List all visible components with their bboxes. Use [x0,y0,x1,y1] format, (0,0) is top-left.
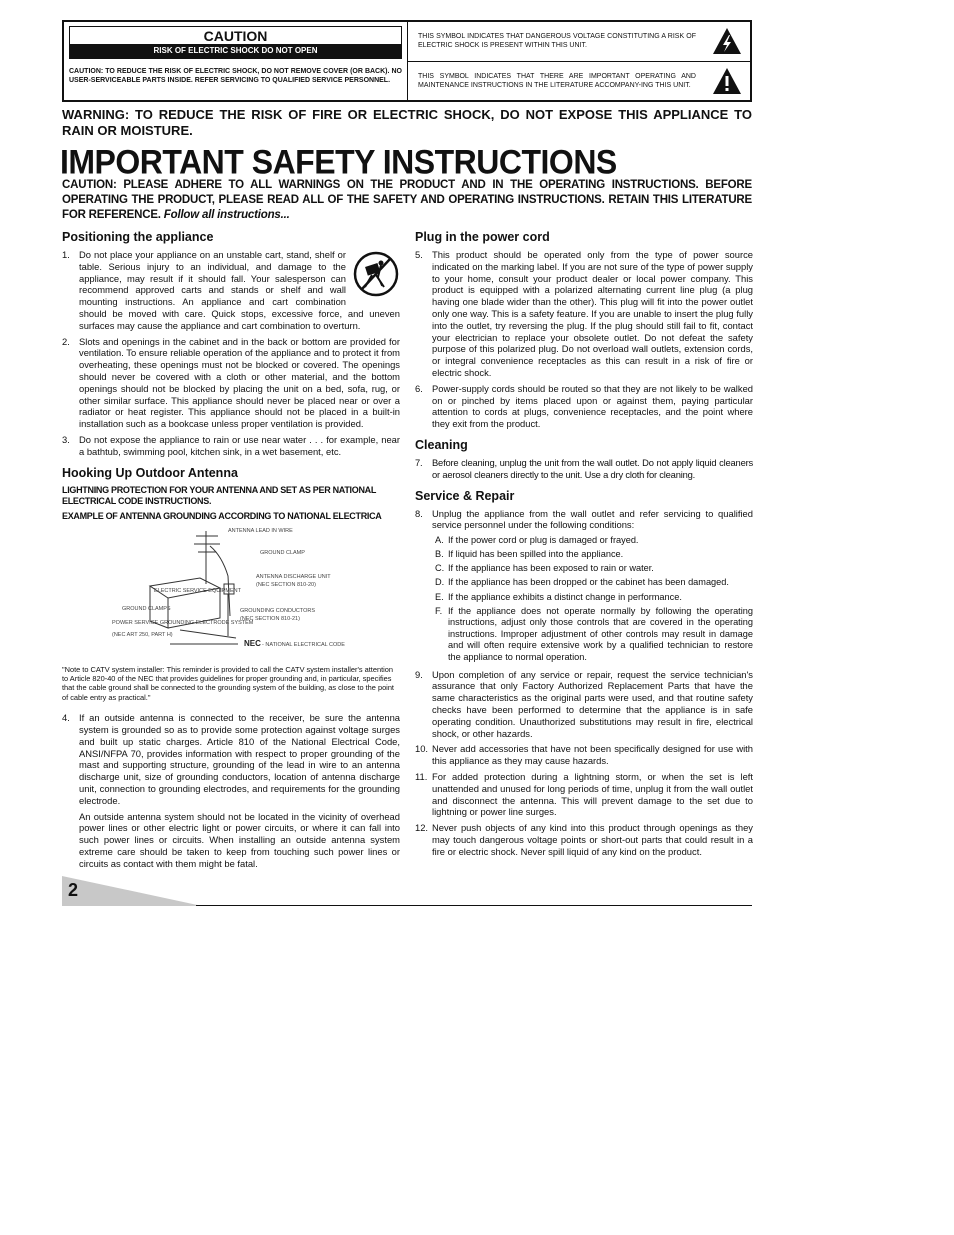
label-lead-in: ANTENNA LEAD IN WIRE [228,527,293,534]
instruction-symbol-row [408,61,750,101]
right-column [415,230,753,862]
cleaning-heading: Cleaning [415,437,468,452]
lightning-warning-icon [712,27,742,55]
item-text: This product should be operated only from the type of power source indicated on the marking label. If you are not sure of the type of power supply to your home, consult your product dealer or local power company. This product is equipped with a polarized alternating current line plug (a plug having one blade wider than the other). This plug will fit into the power outlet only one way. This is a safety feature. If you are unable to insert the plug fully into the outlet, try reversing the plug. If the plug should still fail to fit, contact your electrician to replace your obsolete outlet. Do not defeat the safety purpose of this polarized plug. Do not overload wall outlets, extension cords, or integral convenience receptacles as this can result in a risk of fire or electric shock. [432,249,753,378]
item-1-text: Do not place your appliance on an unstable cart, stand, shelf or table. Serious injury to an individual, and damage to the appliance, may result if it should fall. Your salesperson can recommend approved carts and stands or shelf and wall mounting instructions. An appliance and cart combination should be moved with care. Quick stops, excessive force, and uneven surfaces may cause the appliance and cart combination to overturn. [79,249,400,331]
service-heading: Service & Repair [415,488,515,503]
list-item [415,743,753,767]
item-number: 3. [62,433,70,445]
label-discharge-section: (NEC SECTION 810-20) [256,581,316,588]
page-number: 2 [68,880,79,900]
sub-item-text: If liquid has been spilled into the appliance. [448,549,624,560]
plug-heading: Plug in the power cord [415,230,550,244]
sub-item-text: If the appliance has been exposed to rain or water. [448,563,654,574]
item-text: Do not expose the appliance to rain or use near water . . . for example, near a bathtub, swimming pool, kitchen sink, in a wet basement, etc. [79,433,400,457]
list-item [415,457,753,481]
item-text: If an outside antenna is connected to the receiver, be sure the antenna system is grounded so as to provide some protection against voltage surges and built up static charges. Article 810 of the National Electrical Code, ANSI/NFPA 70, provides information with respect to proper grounding of the mast and supporting structure, grounding of the lead in wire to an antenna discharge unit, size of grounding conductors, location of antenna discharge unit, connection to grounding electrodes, and requirements for the grounding electrode. [79,712,400,806]
sub-item-letter: A. [435,535,444,546]
caution-subtitle: RISK OF ELECTRIC SHOCK DO NOT OPEN [70,44,401,58]
cart-tipover-icon [352,251,400,297]
exclamation-warning-icon [712,67,742,95]
item-text: Slots and openings in the cabinet and in the back or bottom are provided for ventilation. To ensure reliable operation of the appliance and to protect it from overheating, these openings must not be blocked or covered. The openings should never be covered with a cloth or other material, and the bottom openings should not be blocked by placing the unit on a bed, sofa, rug, or other similar surface. This appliance should never be placed near or over a radiator or heat register. This appliance should not be placed in a built-in installation such as a bookcase unless proper ventilation is provided. [79,335,400,430]
item-text [79,249,400,332]
moisture-warning: WARNING: TO REDUCE THE RISK OF FIRE OR ELECTRIC SHOCK, DO NOT EXPOSE THIS APPLIANCE TO RAIN OR MOISTURE. [62,107,752,138]
antenna-heading: Hooking Up Outdoor Antenna [62,465,238,480]
item-number: 10. [415,743,429,755]
label-grounding-conductors: GROUNDING CONDUCTORS [240,607,316,614]
item-text: Upon completion of any service or repair, request the service technician's assurance that only Factory Authorized Replacement Parts that have the same characteristics as the original parts were used, and that routine safety checks have been performed to determine that the appliance is in safe operating condition. Unauthorized substitutions may result in fire, electrical shock, or other hazards. [432,668,753,739]
sub-item-letter: D. [435,577,445,588]
sub-item [415,592,753,604]
left-column [62,230,400,874]
antenna-grounding-diagram [110,526,390,654]
item-4-continued: An outside antenna system should not be located in the vicinity of overhead power lines or other electric light or power circuits, or where it can fall into such power lines or circuits. When installing an outside antenna system extreme care should be taken to keep from touching such power lines or circuits as contact with them might be fatal. [79,810,400,869]
list-item [62,434,400,458]
item-text: Power-supply cords should be routed so that they are not likely to be walked on or pinched by items placed upon or against them, paying particular attention to cords at plugs, convenience receptacles, and the point where they exit from the product. [432,382,753,430]
item-number: 11. [415,770,428,782]
caution-header [69,26,402,59]
item-number: 8. [415,507,423,519]
voltage-symbol-row [408,22,750,61]
item-text: Unplug the appliance from the wall outlet and refer servicing to qualified service personnel under the following conditions: [432,507,753,531]
sub-item-text: If the appliance has been dropped or the cabinet has been damaged. [448,577,729,588]
list-item [415,508,753,532]
label-power-section: (NEC ART 250, PART H) [112,631,173,638]
label-conductors-section: (NEC SECTION 810-21) [240,615,300,622]
catv-note: "Note to CATV system installer: This reminder is provided to call the CATV system installer's attention to Article 820-40 of the NEC that provides guidelines for proper grounding and, in particular, specifies that the cable ground shall be connected to the grounding system of the building, as close to the point of cable entry as practical." [62,664,394,702]
caution-text: CAUTION: TO REDUCE THE RISK OF ELECTRIC SHOCK, DO NOT REMOVE COVER (OR BACK). NO USER-SERVICEABLE PARTS INSIDE. REFER SERVICING TO QUALIFIED SERVICE PERSONNEL. [69,68,402,84]
follow-instructions: Follow all instructions... [163,209,290,221]
sub-item [415,563,753,575]
label-power-grounding: POWER SERVICE GROUNDING ELECTRODE SYSTEM [112,619,254,626]
list-item [62,249,400,332]
page-title: IMPORTANT SAFETY INSTRUCTIONS [60,142,617,181]
item-number: 12. [415,822,429,834]
label-nec: NEC [244,638,261,648]
caution-panel [64,22,408,100]
label-nec-full: - NATIONAL ELECTRICAL CODE [262,641,345,648]
sub-item [415,577,753,589]
label-ground-clamps: GROUND CLAMPS [122,605,171,612]
item-text: Never push objects of any kind into this product through openings as they may touch dangerous voltage points or short-out parts that could result in a fire or electric shock. Never spill liquid of any kind on the product. [432,822,753,857]
item-number: 7. [415,456,423,468]
item-text: Before cleaning, unplug the unit from the wall outlet. Do not apply liquid cleaners or aerosol cleaners directly to the unit. Use a dry cloth for cleaning. [432,456,753,480]
sub-item [415,549,753,561]
list-item [415,669,753,740]
list-item [415,249,753,379]
item-number: 5. [415,249,423,260]
list-item [415,771,753,818]
footer-divider [196,905,752,906]
label-ground-clamp: GROUND CLAMP [260,549,305,556]
sub-item-text: If the power cord or plug is damaged or frayed. [448,535,639,546]
item-text: For added protection during a lightning storm, or when the set is left unattended and unused for long periods of time, unplug it from the wall outlet and disconnect the antenna. This will prevent damage to the set due to lightning or power line surges. [432,770,753,818]
lightning-protection-text: LIGHTNING PROTECTION FOR YOUR ANTENNA AND SET AS PER NATIONAL ELECTRICAL CODE INSTRUCTIONS. [62,484,376,506]
sub-item-text: If the appliance exhibits a distinct change in performance. [448,591,682,602]
page-number-tab [62,876,202,906]
sub-item-letter: F. [435,605,443,616]
item-number: 1. [62,249,70,260]
sub-item-letter: B. [435,549,444,560]
item-number: 9. [415,668,423,680]
item-text: Never add accessories that have not been specifically designed for use with this appliance as they may cause hazards. [432,743,753,767]
label-electric-service: ELECTRIC SERVICE EQUIPMENT [154,587,241,594]
list-item [415,822,753,857]
caution-box [62,20,752,102]
list-item [62,336,400,430]
list-item [415,383,753,430]
symbol-panel [408,22,750,100]
sub-item-letter: C. [435,563,445,574]
label-discharge-unit: ANTENNA DISCHARGE UNIT [256,573,331,580]
caution-title: CAUTION [203,28,268,44]
item-number: 4. [62,712,70,724]
sub-item-text: If the appliance does not operate normally by following the operating instructions, adjust only those controls that are covered in the operating instructions. Improper adjustment of other controls may result in damage and will often require extensive work by a qualified technician to restore the appliance to normal operation. [448,605,753,662]
list-item [62,712,400,806]
caution-paragraph [62,178,752,223]
sub-item [415,535,753,547]
positioning-heading: Positioning the appliance [62,230,214,244]
grounding-example-text: EXAMPLE OF ANTENNA GROUNDING ACCORDING TO NATIONAL ELECTRICA [62,510,382,521]
instruction-symbol-text: THIS SYMBOL INDICATES THAT THERE ARE IMPORTANT OPERATING AND MAINTENANCE INSTRUCTIONS IN THE LITERATURE ACCOMPANY-ING THIS UNIT. [418,72,696,89]
sub-item-letter: E. [435,591,444,602]
item-number: 6. [415,382,423,394]
sub-item [415,606,753,664]
caution-paragraph-text: CAUTION: PLEASE ADHERE TO ALL WARNINGS ON THE PRODUCT AND IN THE OPERATING INSTRUCTIONS. BEFORE OPERATING THE PRODUCT, PLEASE READ ALL OF THE SAFETY AND OPERATING INSTRUCTIONS. RETAIN THIS LITERATURE FOR REFERENCE. [62,179,752,221]
voltage-symbol-text: THIS SYMBOL INDICATES THAT DANGEROUS VOLTAGE CONSTITUTING A RISK OF ELECTRIC SHOCK IS PRESENT WITHIN THIS UNIT. [418,33,696,50]
item-number: 2. [62,335,70,347]
